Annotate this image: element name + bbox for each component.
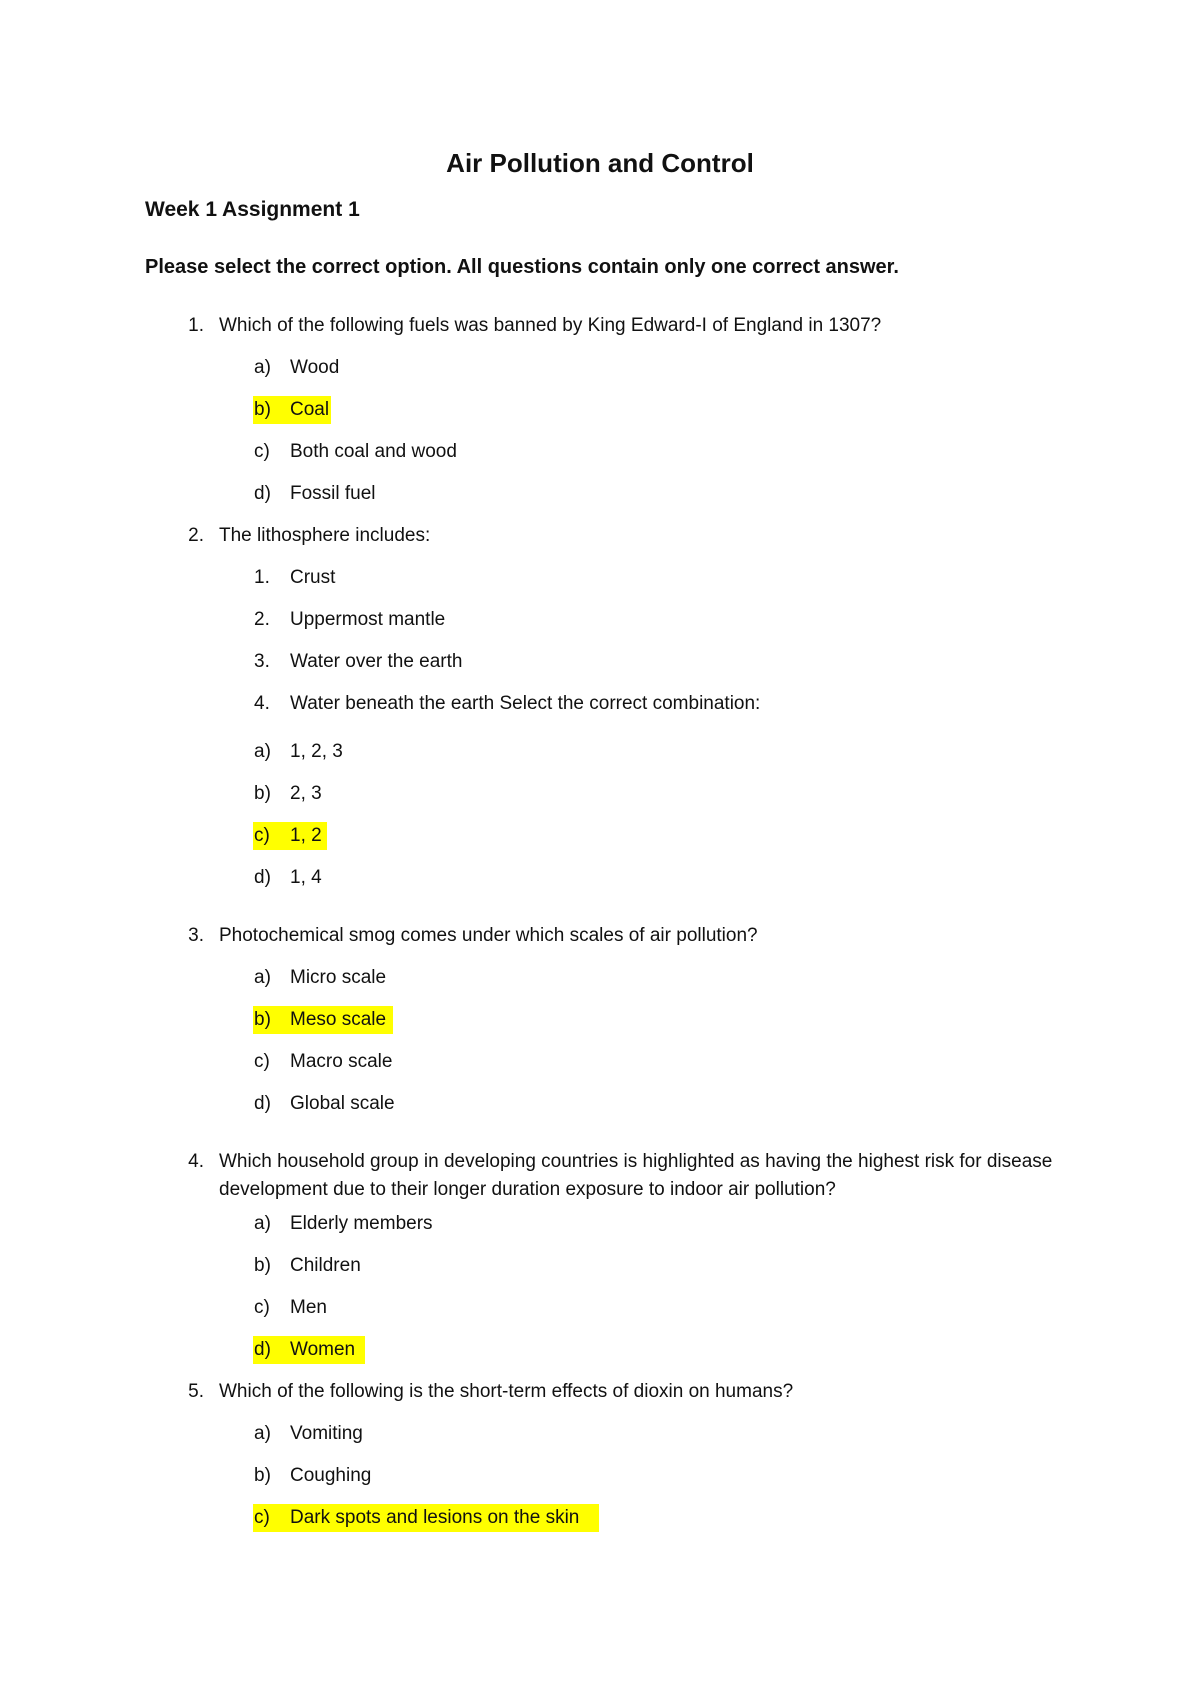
option-text: Micro scale xyxy=(290,967,387,988)
option-text: Coughing xyxy=(290,1465,372,1486)
option-label: c) xyxy=(254,1507,270,1528)
option-label: c) xyxy=(254,1051,270,1072)
option-text: 1, 2, 3 xyxy=(290,741,343,762)
question-number: 2. xyxy=(188,525,204,546)
question-text: Which household group in developing countries is highlighted as having the highest risk for disease development due to their longer duration exposure to indoor air pollution? xyxy=(219,1151,1053,1200)
question-number: 3. xyxy=(188,925,204,946)
question-text: The lithosphere includes: xyxy=(219,525,431,546)
option-text: 2, 3 xyxy=(290,783,322,804)
option-label: b) xyxy=(254,1009,271,1030)
option-label: b) xyxy=(254,783,271,804)
option-label: a) xyxy=(254,1213,271,1234)
option-text: Wood xyxy=(290,357,340,378)
option-text: 1, 4 xyxy=(290,867,322,888)
question-text: Which of the following fuels was banned by King Edward-I of England in 1307? xyxy=(219,315,882,336)
document-title: Air Pollution and Control xyxy=(446,148,754,178)
statement-number: 2. xyxy=(254,609,270,630)
option-label: a) xyxy=(254,741,271,762)
option-label: b) xyxy=(254,1465,271,1486)
question-number: 1. xyxy=(188,315,204,336)
statement-number: 1. xyxy=(254,567,270,588)
option-label: d) xyxy=(254,1093,271,1114)
statement-text: Water beneath the earth Select the correct combination: xyxy=(290,693,761,714)
question-text: Which of the following is the short-term effects of dioxin on humans? xyxy=(219,1381,794,1402)
option-label: c) xyxy=(254,441,270,462)
option-text: Dark spots and lesions on the skin xyxy=(290,1507,580,1528)
option-text: Elderly members xyxy=(290,1213,433,1234)
question-number: 5. xyxy=(188,1381,204,1402)
option-text: Coal xyxy=(290,399,330,420)
option-label: b) xyxy=(254,1255,271,1276)
option-text: Women xyxy=(290,1339,356,1360)
statement-number: 4. xyxy=(254,693,270,714)
question-number: 4. xyxy=(188,1151,204,1172)
statement-text: Uppermost mantle xyxy=(290,609,446,630)
option-label: d) xyxy=(254,867,271,888)
option-label: d) xyxy=(254,1339,271,1360)
option-text: Fossil fuel xyxy=(290,483,376,504)
option-text: Global scale xyxy=(290,1093,395,1114)
option-label: c) xyxy=(254,1297,270,1318)
option-text: 1, 2 xyxy=(290,825,322,846)
statement-number: 3. xyxy=(254,651,270,672)
option-label: a) xyxy=(254,967,271,988)
question-text: Photochemical smog comes under which scales of air pollution? xyxy=(219,925,758,946)
option-label: a) xyxy=(254,357,271,378)
option-text: Both coal and wood xyxy=(290,441,457,462)
option-text: Children xyxy=(290,1255,361,1276)
option-text: Macro scale xyxy=(290,1051,393,1072)
option-text: Meso scale xyxy=(290,1009,387,1030)
week-heading: Week 1 Assignment 1 xyxy=(145,198,360,221)
statement-text: Water over the earth xyxy=(290,651,463,672)
option-label: b) xyxy=(254,399,271,420)
statement-text: Crust xyxy=(290,567,336,588)
option-label: a) xyxy=(254,1423,271,1444)
instructions: Please select the correct option. All questions contain only one correct answer. xyxy=(145,256,899,278)
option-label: d) xyxy=(254,483,271,504)
option-text: Vomiting xyxy=(290,1423,363,1444)
option-label: c) xyxy=(254,825,270,846)
option-text: Men xyxy=(290,1297,327,1318)
